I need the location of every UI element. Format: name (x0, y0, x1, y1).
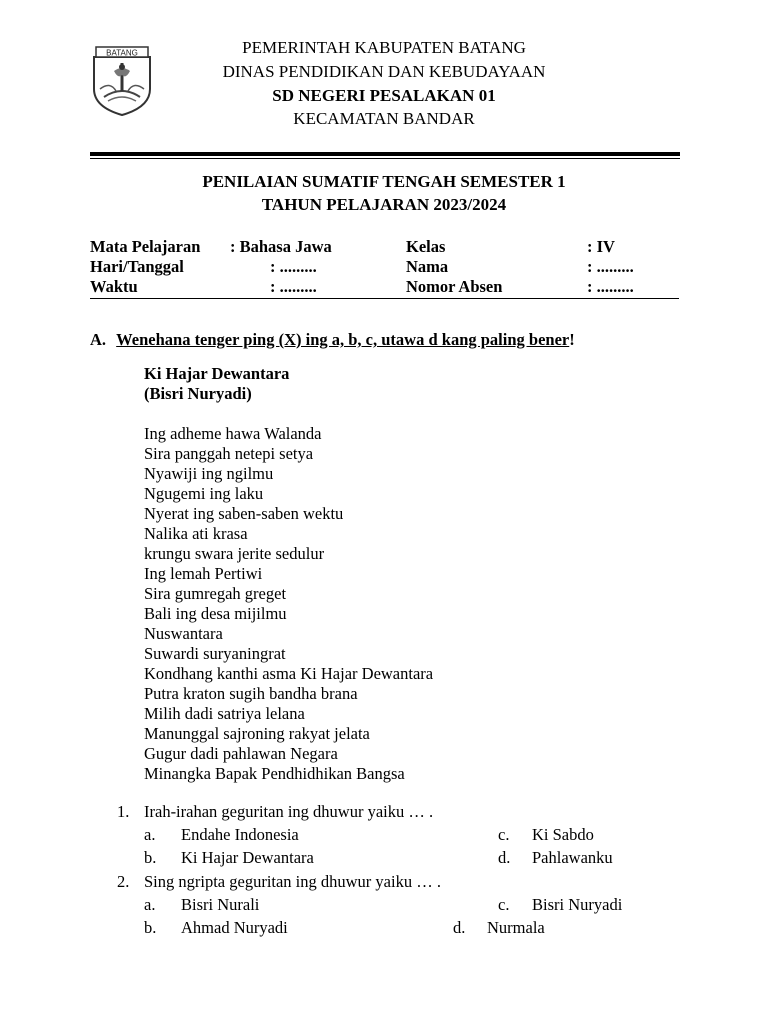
poem-line: Putra kraton sugih bandha brana (144, 684, 358, 703)
option-letter: c. (498, 895, 510, 914)
option-letter: c. (498, 825, 510, 844)
exam-year: TAHUN PELAJARAN 2023/2024 (261, 195, 507, 214)
option-text: Pahlawanku (532, 848, 613, 867)
section-a-text: Wenehana tenger ping (X) ing a, b, c, utawa d kang paling bener (116, 330, 570, 349)
subject-value: : Bahasa Jawa (230, 237, 332, 256)
poem-title: Ki Hajar Dewantara (144, 364, 290, 383)
poem-author: (Bisri Nuryadi) (144, 384, 252, 403)
date-label: Hari/Tanggal (90, 257, 184, 276)
question-number: 1. (117, 802, 130, 821)
poem-line: Gugur dadi pahlawan Negara (144, 744, 338, 763)
poem-line: Nyerat ing saben-saben wektu (144, 504, 344, 523)
poem-line: Manunggal sajroning rakyat jelata (144, 724, 370, 743)
header-government: PEMERINTAH KABUPATEN BATANG (242, 38, 526, 57)
header-divider-thick (90, 152, 680, 156)
time-value: : ......... (270, 277, 317, 296)
header-department: DINAS PENDIDIKAN DAN KEBUDAYAAN (222, 62, 546, 81)
option-text: Bisri Nurali (181, 895, 260, 914)
poem-line: Ing adheme hawa Walanda (144, 424, 322, 443)
logo-lettering: BATANG (106, 48, 138, 58)
option-text: Endahe Indonesia (181, 825, 299, 844)
poem-line: Ngugemi ing laku (144, 484, 264, 503)
poem-line: Nalika ati krasa (144, 524, 248, 543)
option-letter: b. (144, 848, 157, 867)
time-label: Waktu (90, 277, 138, 296)
class-label: Kelas (406, 237, 446, 256)
poem-line: Bali ing desa mijilmu (144, 604, 287, 623)
class-value: : IV (587, 237, 615, 256)
poem-line: krungu swara jerite sedulur (144, 544, 325, 563)
poem-line: Nyawiji ing ngilmu (144, 464, 274, 483)
question-text: Sing ngripta geguritan ing dhuwur yaiku … . (144, 872, 441, 891)
poem-line: Sira gumregah greget (144, 584, 287, 603)
poem-line: Kondhang kanthi asma Ki Hajar Dewantara (144, 664, 434, 683)
subject-label: Mata Pelajaran (90, 237, 201, 256)
section-a-end: ! (569, 330, 575, 349)
absen-value: : ......... (587, 277, 634, 296)
option-letter: b. (144, 918, 157, 937)
option-text: Ki Hajar Dewantara (181, 848, 314, 867)
header-divider-thin (90, 158, 680, 159)
option-letter: d. (498, 848, 511, 867)
info-divider (90, 298, 679, 299)
name-label: Nama (406, 257, 449, 276)
poem-line: Ing lemah Pertiwi (144, 564, 263, 583)
poem-line: Nuswantara (144, 624, 223, 643)
header-district: KECAMATAN BANDAR (293, 109, 475, 128)
poem-line: Minangka Bapak Pendhidhikan Bangsa (144, 764, 405, 783)
option-letter: a. (144, 825, 156, 844)
poem-line: Milih dadi satriya lelana (144, 704, 305, 723)
option-text: Ahmad Nuryadi (181, 918, 288, 937)
option-letter: a. (144, 895, 156, 914)
exam-title: PENILAIAN SUMATIF TENGAH SEMESTER 1 (202, 172, 566, 191)
poem-line: Suwardi suryaningrat (144, 644, 286, 663)
section-a-instruction (90, 330, 575, 350)
option-letter: d. (453, 918, 466, 937)
absen-label: Nomor Absen (406, 277, 503, 296)
option-text: Bisri Nuryadi (532, 895, 623, 914)
option-text: Ki Sabdo (532, 825, 594, 844)
question-number: 2. (117, 872, 130, 891)
name-value: : ......... (587, 257, 634, 276)
question-text: Irah-irahan geguritan ing dhuwur yaiku … . (144, 802, 434, 821)
header-school-name: SD NEGERI PESALAKAN 01 (272, 86, 496, 105)
date-value: : ......... (270, 257, 317, 276)
section-a-letter: A. (90, 330, 107, 349)
option-text: Nurmala (487, 918, 545, 937)
poem-line: Sira panggah netepi setya (144, 444, 314, 463)
